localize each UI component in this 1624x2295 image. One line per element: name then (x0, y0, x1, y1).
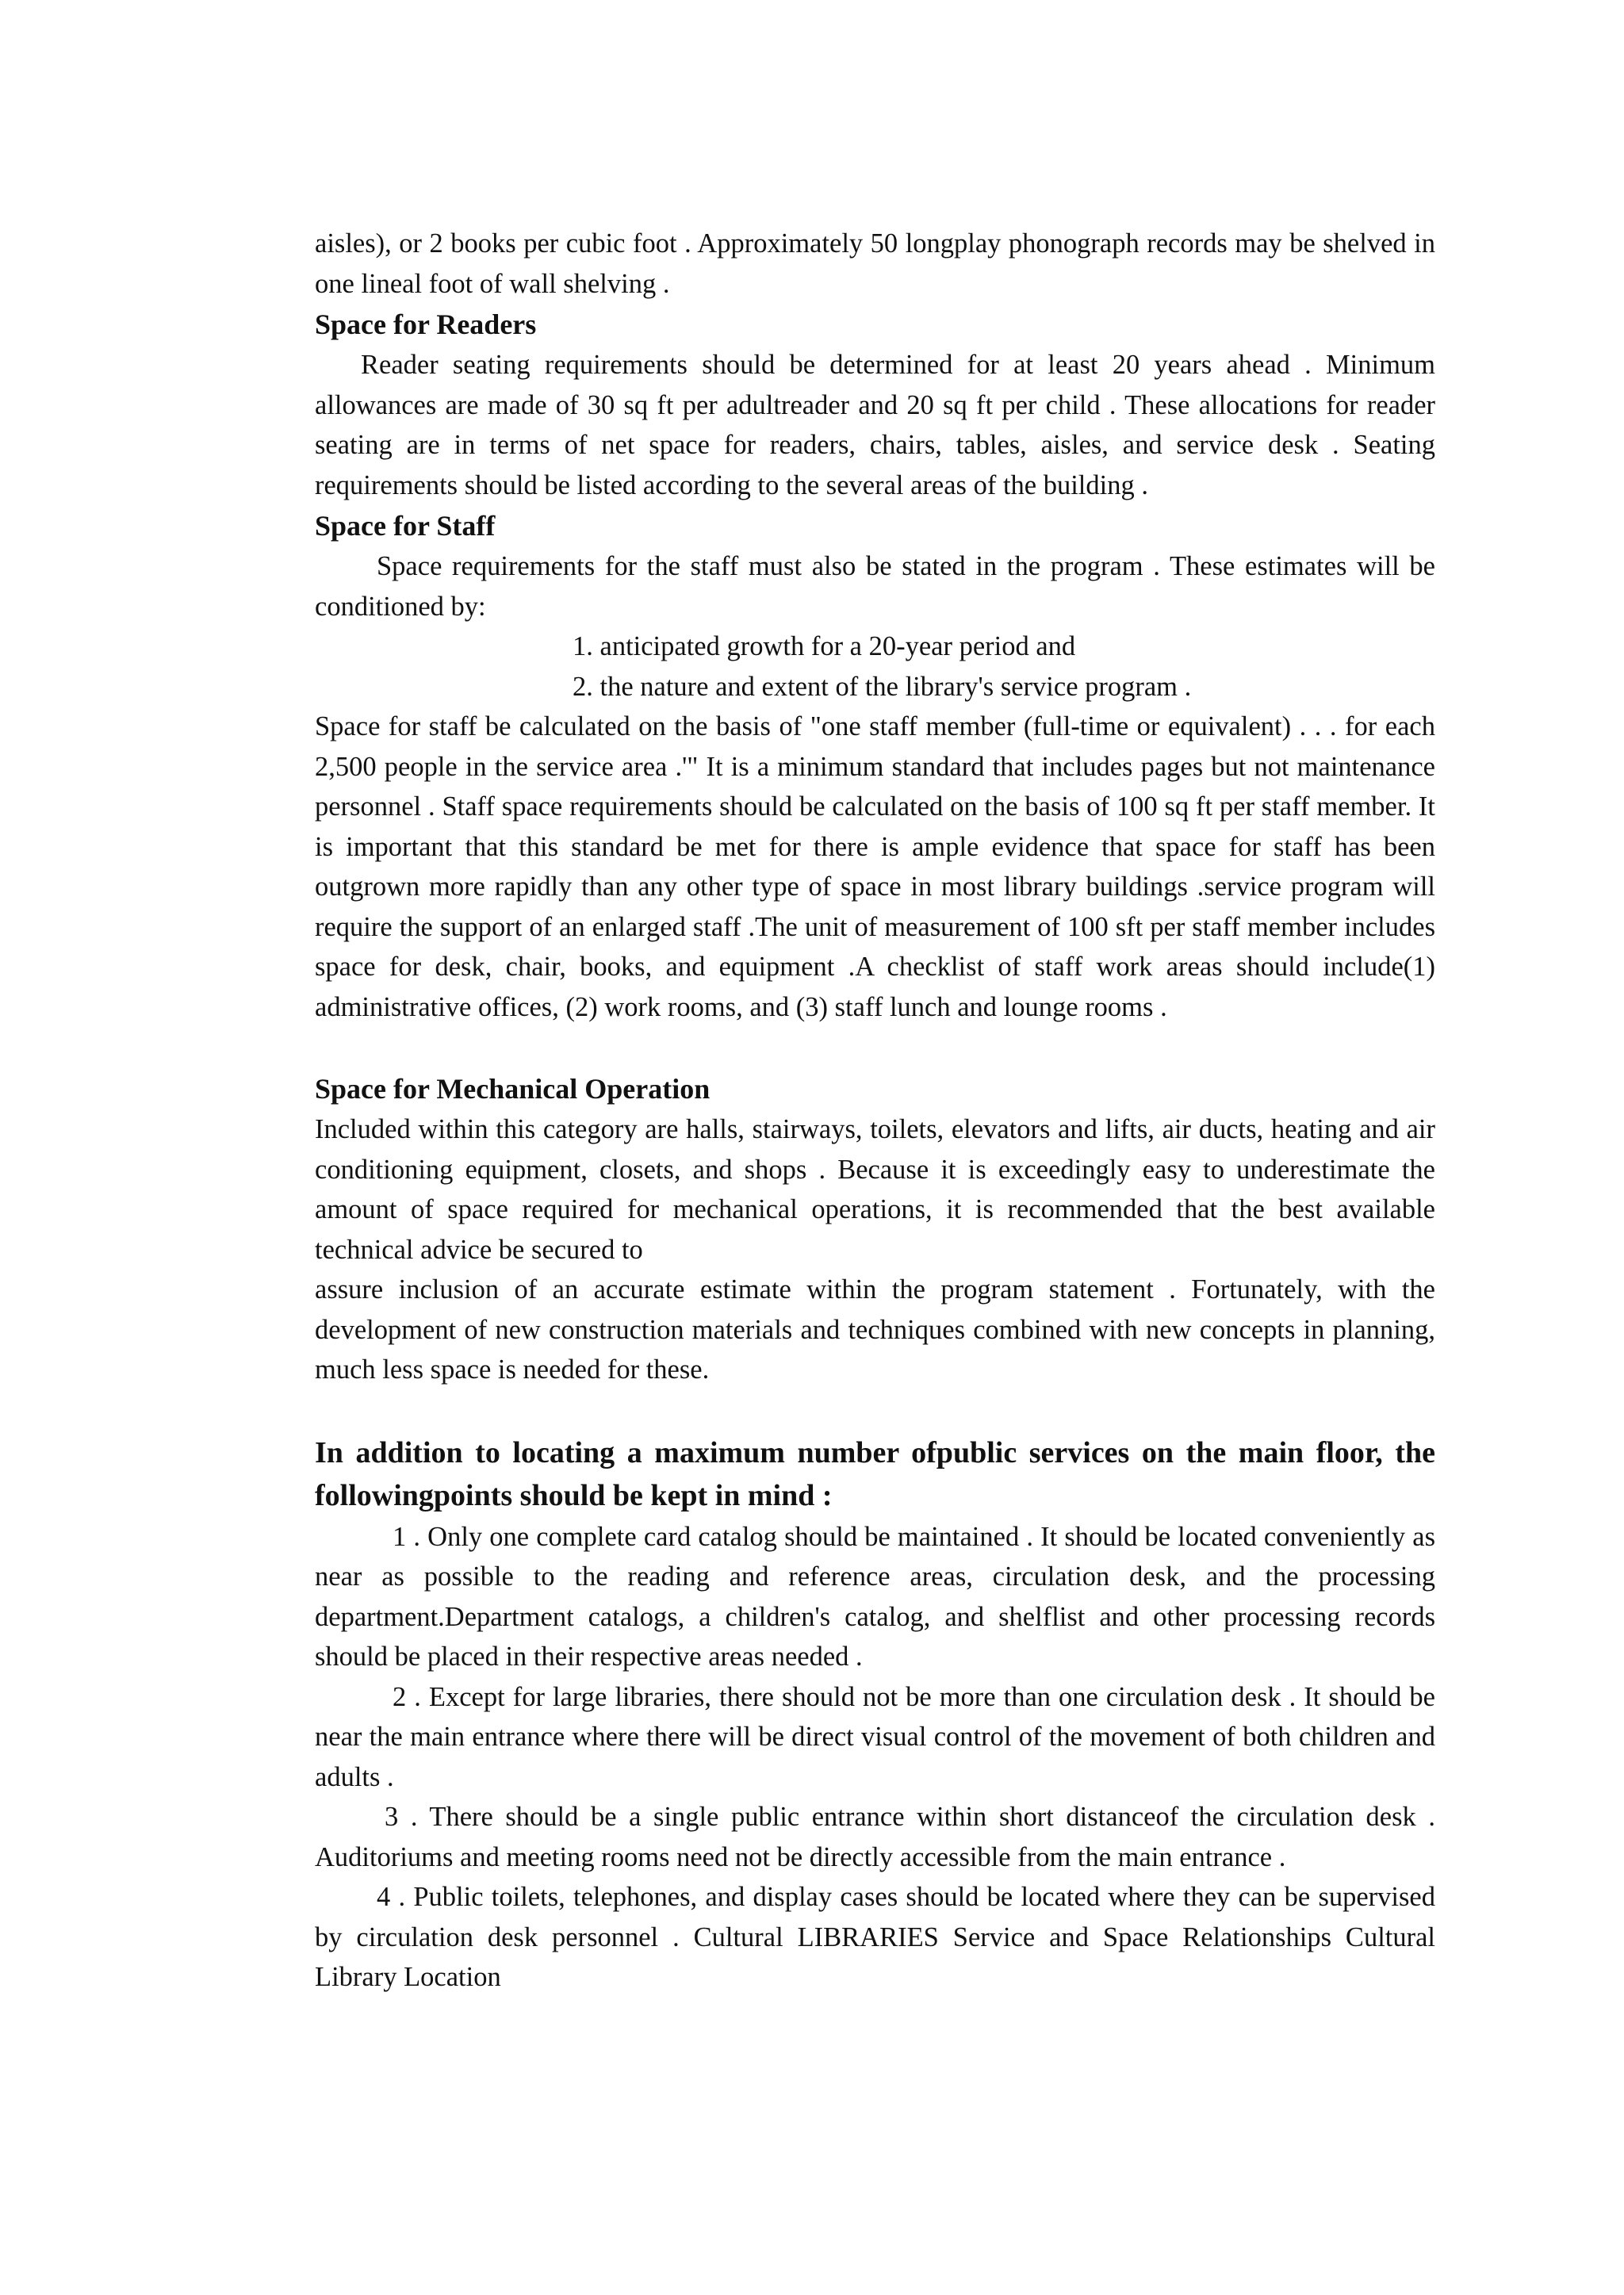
paragraph-shelving: aisles), or 2 books per cubic foot . Approximately 50 longplay phonograph records may be shelved in one lineal foot of wall shelving . (315, 228, 1435, 299)
paragraph-staff-calculation: Space for staff be calculated on the basis of "one staff member (full-time or equivalent) . . . for each 2,500 people in the service area .'" It is a minimum standard that includes pages but not maintenance personnel . Staff space requirements should be calculated on the basis of 100 sq ft per staff member. It is important that this standard be met for there is ample evidence that space for staff has been outgrown more rapidly than any other type of space in most library buildings .service program will require the support of an enlarged staff .The unit of measurement of 100 sft per staff member includes space for desk, chair, books, and equipment .A checklist of staff work areas should include(1) administrative offices, (2) work rooms, and (3) staff lunch and lounge rooms . (315, 711, 1435, 1022)
spacer (315, 1390, 1435, 1431)
list-item: 2. the nature and extent of the library's service program . (573, 671, 1192, 702)
heading-space-for-readers: Space for Readers (315, 308, 537, 340)
document-body (315, 224, 1435, 1998)
paragraph-mechanical-continued: assure inclusion of an accurate estimate within the program statement . Fortunately, with the development of new construction materials and techniques combined with new concepts in planning, much less space is needed for these. (315, 1274, 1435, 1385)
point-circulation-desk: 2 . Except for large libraries, there should not be more than one circulation desk . It should be near the main entrance where there will be direct visual control of the movement of both children and adults . (315, 1681, 1435, 1792)
paragraph-mechanical: Included within this category are halls, stairways, toilets, elevators and lifts, air ducts, heating and air conditioning equipment, closets, and shops . Because it is exceedingly easy to underestimate the amount of space required for mechanical operations, it is recommended that the best available technical advice be secured to (315, 1114, 1435, 1265)
spacer (315, 1027, 1435, 1068)
conditions-list (315, 626, 1435, 707)
heading-public-services: In addition to locating a maximum number ofpublic services on the main floor, the followingpoints should be kept in mind : (315, 1435, 1435, 1512)
paragraph-staff-intro: Space requirements for the staff must also be stated in the program . These estimates will be conditioned by: (315, 551, 1435, 622)
heading-space-for-mechanical-operation: Space for Mechanical Operation (315, 1073, 710, 1105)
point-card-catalog: 1 . Only one complete card catalog should be maintained . It should be located conveniently as near as possible to the reading and reference areas, circulation desk, and the processing department.Department catalogs, a children's catalog, and shelflist and other processing records should be placed in their respective areas needed . (315, 1521, 1435, 1672)
point-public-entrance: 3 . There should be a single public entrance within short distanceof the circulation desk . Auditoriums and meeting rooms need not be directly accessible from the main entrance . (315, 1802, 1435, 1872)
list-item: 1. anticipated growth for a 20-year period and (573, 631, 1076, 661)
heading-space-for-staff: Space for Staff (315, 510, 496, 542)
paragraph-readers: Reader seating requirements should be determined for at least 20 years ahead . Minimum allowances are made of 30 sq ft per adultreader and 20 sq ft per child . These allocations for reader seating are in terms of net space for readers, chairs, tables, aisles, and service desk . Seating requirements should be listed according to the several areas of the building . (315, 350, 1435, 500)
point-public-toilets: 4 . Public toilets, telephones, and display cases should be located where they can be supervised by circulation desk personnel . Cultural LIBRARIES Service and Space Relationships Cultural Library Location (315, 1882, 1435, 1992)
